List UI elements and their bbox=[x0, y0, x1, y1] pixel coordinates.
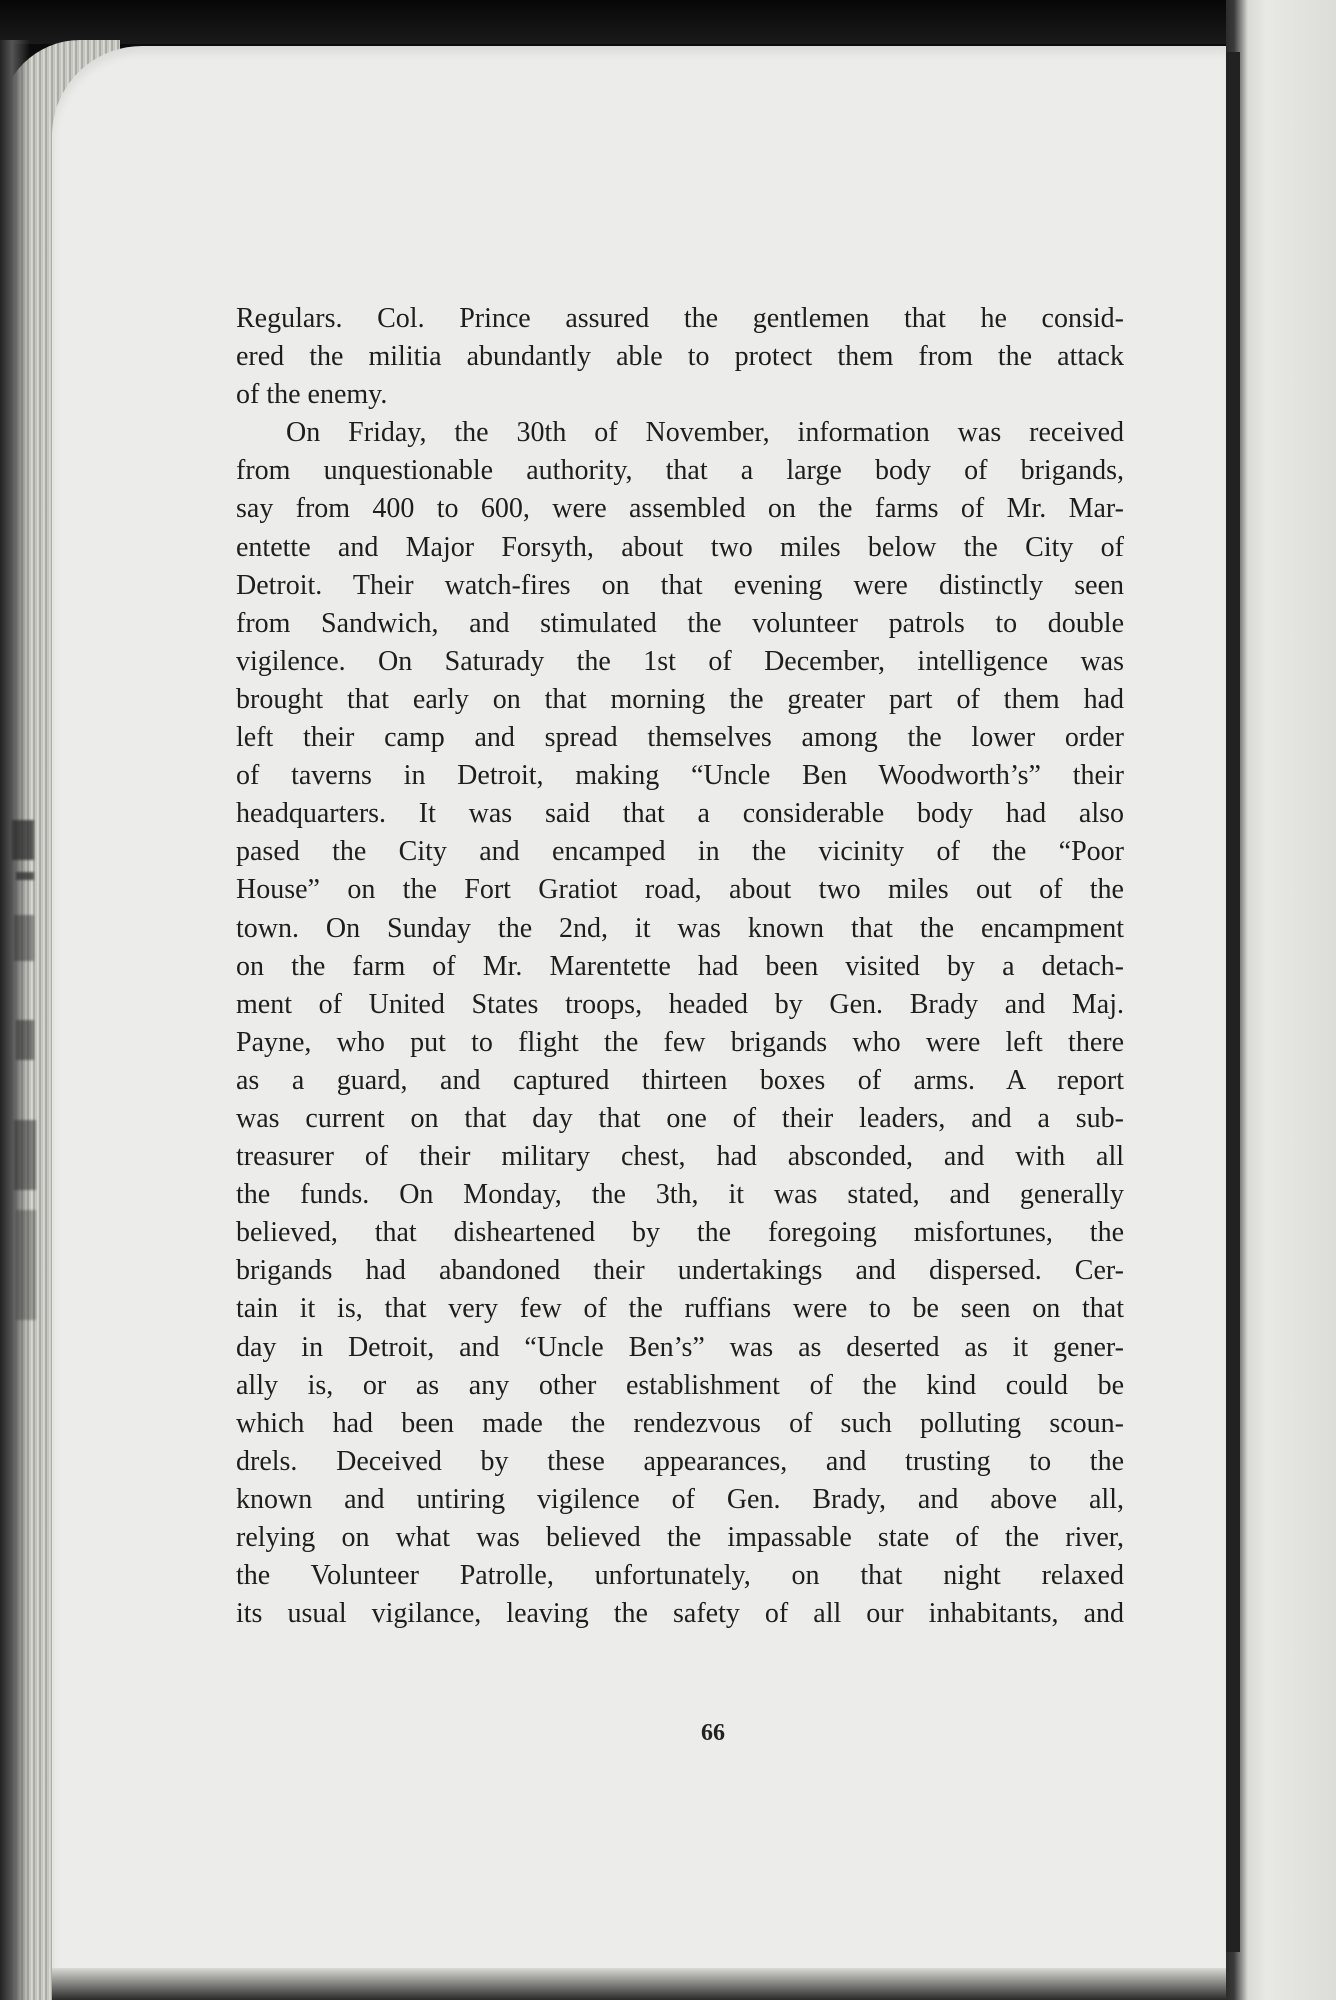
margin-mark bbox=[12, 820, 34, 860]
text-line: of taverns in Detroit, making “Uncle Ben Woodworth’s” their bbox=[236, 760, 1124, 792]
margin-mark bbox=[16, 872, 34, 880]
text-line: town. On Sunday the 2nd, it was known that the encampment bbox=[236, 912, 1124, 944]
text-line: of the enemy. bbox=[236, 379, 388, 411]
top-dark-band bbox=[0, 0, 1336, 44]
page-bottom-edge bbox=[52, 1968, 1230, 2000]
text-line: brought that early on that morning the greater part of them had bbox=[236, 683, 1124, 715]
text-line: relying on what was believed the impassable state of the river, bbox=[236, 1522, 1124, 1553]
margin-mark bbox=[14, 915, 34, 961]
body-text bbox=[236, 300, 1124, 1633]
text-line: say from 400 to 600, were assembled on the farms of Mr. Mar- bbox=[236, 493, 1124, 525]
text-line: day in Detroit, and “Uncle Ben’s” was as deserted as it gener- bbox=[236, 1331, 1124, 1363]
text-line: drels. Deceived by these appearances, and trusting to the bbox=[236, 1445, 1124, 1477]
text-line: the funds. On Monday, the 3th, it was stated, and generally bbox=[236, 1179, 1124, 1211]
text-line: entette and Major Forsyth, about two miles below the City of bbox=[236, 531, 1124, 563]
margin-mark bbox=[14, 1120, 36, 1190]
text-line: known and untiring vigilence of Gen. Brady, and above all, bbox=[236, 1483, 1124, 1515]
gutter-shadow bbox=[1226, 52, 1240, 1952]
text-line: believed, that disheartened by the foregoing misfortunes, the bbox=[236, 1217, 1124, 1249]
text-line: on the farm of Mr. Marentette had been visited by a detach- bbox=[236, 950, 1124, 982]
text-line: House” on the Fort Gratiot road, about two miles out of the bbox=[236, 874, 1124, 906]
text-line: from unquestionable authority, that a large body of brigands, bbox=[236, 455, 1124, 487]
text-line: headquarters. It was said that a considerable body had also bbox=[236, 798, 1124, 830]
margin-mark bbox=[16, 1210, 36, 1320]
text-line: was current on that day that one of their leaders, and a sub- bbox=[236, 1102, 1124, 1134]
text-line: its usual vigilance, leaving the safety of all our inhabitants, and bbox=[236, 1598, 1124, 1630]
text-line: ered the militia abundantly able to protect them from the attack bbox=[236, 341, 1124, 373]
text-line: left their camp and spread themselves among the lower order bbox=[236, 722, 1124, 754]
text-line: treasurer of their military chest, had absconded, and with all bbox=[236, 1141, 1124, 1173]
text-line: Payne, who put to flight the few brigands who were left there bbox=[236, 1026, 1124, 1058]
margin-mark bbox=[16, 1020, 34, 1060]
facing-page-edge bbox=[1226, 0, 1336, 2000]
text-line: pased the City and encamped in the vicinity of the “Poor bbox=[236, 836, 1124, 868]
text-line: vigilence. On Saturady the 1st of December, intelligence was bbox=[236, 645, 1124, 677]
text-line: ally is, or as any other establishment of the kind could be bbox=[236, 1369, 1124, 1401]
page-number: 66 bbox=[701, 1720, 725, 1746]
text-line: the Volunteer Patrolle, unfortunately, on that night relaxed bbox=[236, 1560, 1124, 1592]
text-line: which had been made the rendezvous of such polluting scoun- bbox=[236, 1407, 1124, 1439]
text-line: Regulars. Col. Prince assured the gentlemen that he consid- bbox=[236, 303, 1124, 334]
text-line: from Sandwich, and stimulated the volunteer patrols to double bbox=[236, 607, 1124, 639]
text-line: Detroit. Their watch-fires on that evening were distinctly seen bbox=[236, 569, 1124, 601]
text-line: tain it is, that very few of the ruffians were to be seen on that bbox=[236, 1293, 1124, 1325]
text-line: On Friday, the 30th of November, information was received bbox=[286, 417, 1124, 449]
text-line: ment of United States troops, headed by Gen. Brady and Maj. bbox=[236, 988, 1124, 1020]
text-line: as a guard, and captured thirteen boxes of arms. A report bbox=[236, 1064, 1124, 1096]
text-line: brigands had abandoned their undertakings and dispersed. Cer- bbox=[236, 1255, 1124, 1287]
